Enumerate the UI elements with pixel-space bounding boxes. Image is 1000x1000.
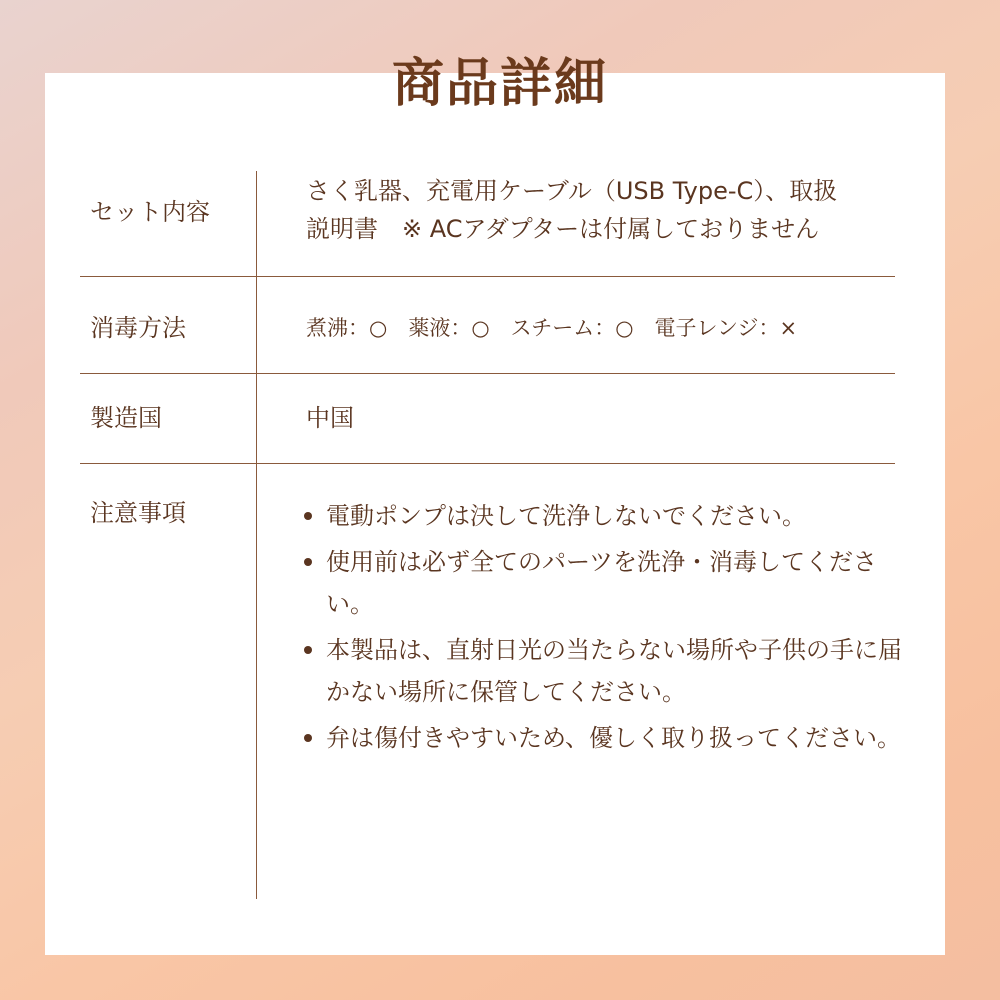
set-contents-value xyxy=(306,172,906,248)
list-item xyxy=(300,717,920,759)
row-divider xyxy=(80,373,895,374)
page-title: 商品詳細 xyxy=(391,54,608,114)
precaution-text: 電動ポンプは決して洗浄しないでください。 xyxy=(326,502,806,530)
precaution-text: 使用前は必ず全てのパーツを洗浄・消毒してください。 xyxy=(326,548,878,618)
bullet-icon xyxy=(304,734,312,742)
precaution-text: 本製品は、直射日光の当たらない場所や子供の手に届かない場所に保管してください。 xyxy=(326,636,902,706)
sterilization-value: 煮沸：○ 薬液：○ スチーム：○ 電子レンジ：× xyxy=(306,316,798,340)
country-label: 製造国 xyxy=(90,404,162,432)
sterilization-label: 消毒方法 xyxy=(90,314,186,342)
row-divider xyxy=(80,463,895,464)
list-item xyxy=(300,541,920,625)
list-item xyxy=(300,629,920,713)
precautions-label: 注意事項 xyxy=(90,499,186,527)
bullet-icon xyxy=(304,512,312,520)
precautions-list xyxy=(300,495,920,763)
precaution-text: 弁は傷付きやすいため、優しく取り扱ってください。 xyxy=(326,724,902,752)
country-value: 中国 xyxy=(306,404,354,432)
set-contents-label: セット内容 xyxy=(90,198,210,226)
set-contents-line: 説明書 ※ ACアダプターは付属しておりません xyxy=(306,215,820,243)
bullet-icon xyxy=(304,646,312,654)
column-divider xyxy=(256,171,257,899)
row-divider xyxy=(80,276,895,277)
set-contents-line: さく乳器、充電用ケーブル（USB Type-C）、取扱 xyxy=(306,177,838,205)
list-item xyxy=(300,495,920,537)
bullet-icon xyxy=(304,558,312,566)
